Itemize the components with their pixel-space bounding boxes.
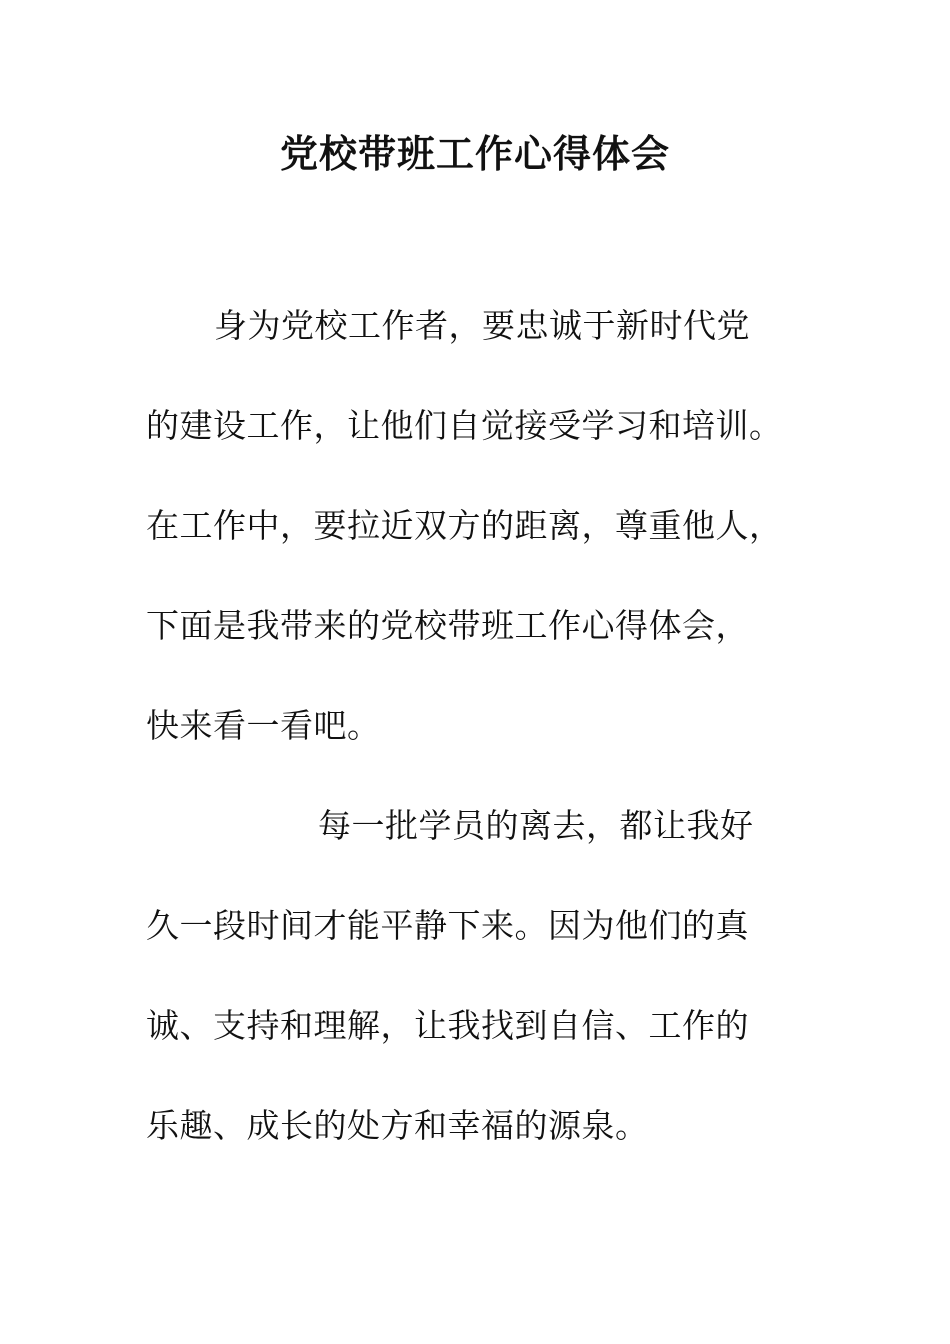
document-title: 党校带班工作心得体会	[279, 131, 670, 176]
paragraph-1-line-4: 下面是我带来的党校带班工作心得体会，	[146, 606, 749, 645]
paragraph-1-line-2: 的建设工作，让他们自觉接受学习和培训。	[146, 406, 783, 445]
paragraph-1-line-3: 在工作中，要拉近双方的距离，尊重他人，	[146, 506, 783, 545]
paragraph-1-line-1: 身为党校工作者，要忠诚于新时代党	[214, 306, 750, 345]
paragraph-2-line-4: 乐趣、成长的处方和幸福的源泉。	[146, 1106, 649, 1145]
paragraph-2-line-2: 久一段时间才能平静下来。因为他们的真	[146, 906, 749, 945]
paragraph-2-line-1: 每一批学员的离去，都让我好	[318, 806, 754, 845]
paragraph-2-line-3: 诚、支持和理解，让我找到自信、工作的	[146, 1006, 749, 1045]
paragraph-1-line-5: 快来看一看吧。	[146, 706, 381, 745]
